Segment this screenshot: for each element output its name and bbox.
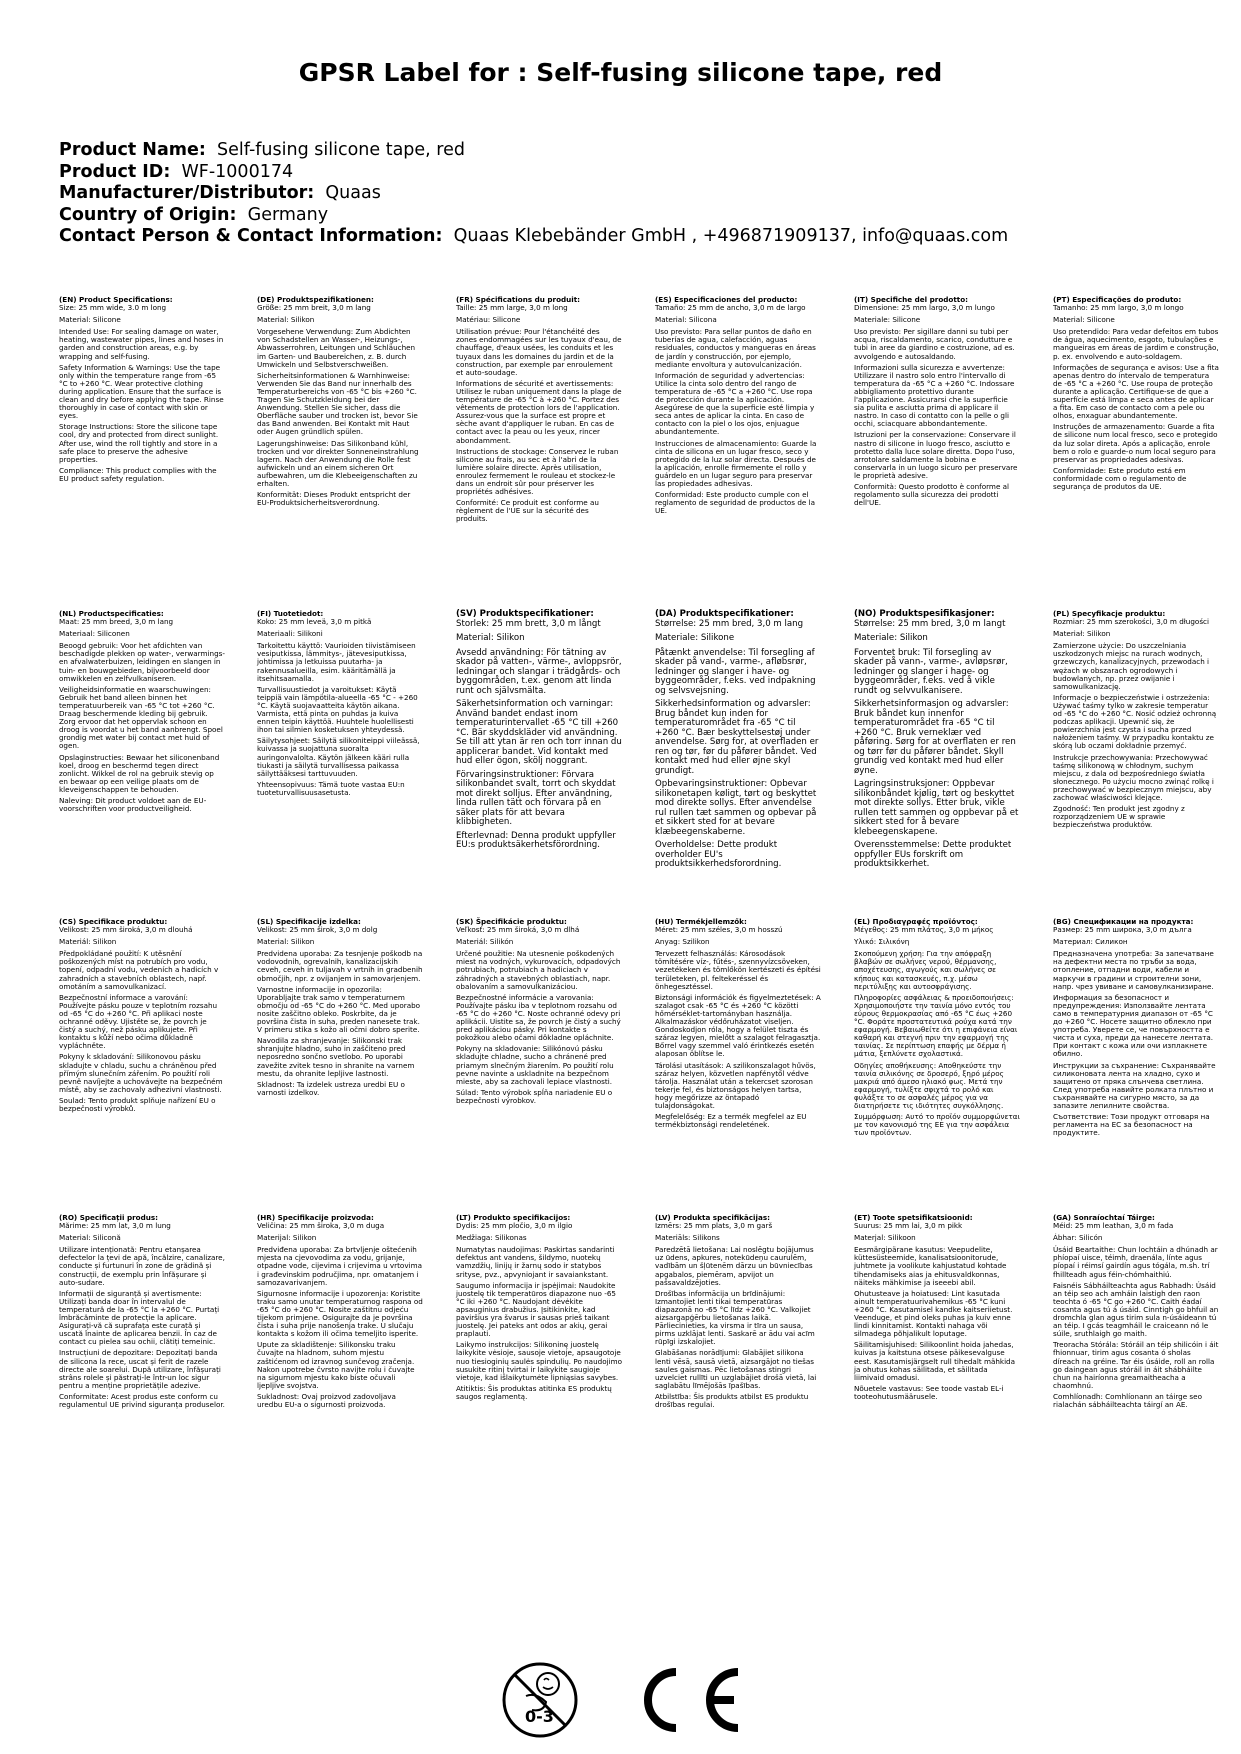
- product-id-value: WF-1000174: [181, 161, 294, 182]
- block-paragraph: Informations de sécurité et avertissements: Utilisez le ruban uniquement dans la plage de température de -65 °C à +260 °C. Portez des vêtements de protection lors de l'application. Assurez-vous que la surface est propre et sèche avant d'appliquer le ruban. En cas de contact avec la peau ou les yeux, rincer abondamment.: [456, 378, 622, 445]
- origin-value: Germany: [247, 204, 329, 225]
- block-material: Material: Silicona: [655, 315, 717, 325]
- language-block: [59, 1214, 225, 1412]
- block-paragraph: Opbevaringsinstruktioner: Opbevar silikonetapen køligt, tørt og beskyttet mod direkte sollys. Efter anvendelse rul rullen tæt sammen og opbevar på et sikkert sted for at bevare klæbeegenskaberne.: [655, 779, 817, 837]
- block-size: Dydis: 25 mm pločio, 3,0 m ilgio: [456, 1221, 573, 1231]
- block-paragraph: Biztonsági információk és figyelmeztetések: A szalagot csak -65 °C és +260 °C közötti hőmérséklet-tartományban használja. Alkalmazáskor védőruházatot viseljen. Gondoskodjon róla, hogy a felület tiszta és száraz legyen, mielőtt a szalagot felragasztja. Bőrrel vagy szemmel való érintkezés esetén alaposan öblítse le.: [655, 992, 821, 1059]
- block-paragraph: Tárolási utasítások: A szilikonszalagot hűvös, száraz helyen, közvetlen napfénytől védve tárolja. Használat után a tekercset szorosan tekerje fel, és biztonságos helyen tartsa, hogy megőrizze az öntapadó tulajdonságokat.: [655, 1060, 816, 1110]
- language-block: [1053, 1214, 1219, 1412]
- block-paragraph: Zgodność: Ten produkt jest zgodny z rozporządzeniem UE w sprawie bezpieczeństwa produktów.: [1053, 804, 1185, 830]
- block-heading: (PL) Specyfikacje produktu:: [1053, 609, 1166, 618]
- block-heading: (GA) Sonraíochtaí Táirge:: [1053, 1213, 1155, 1222]
- block-paragraph: Predviđena uporaba: Za brtvljenje oštećenih mjesta na cjevovodima za vodu, grijanje, otpadne vode, cijevima i crijevima u vrtovima i građevinskim područjima, npr. omatanjem i samozavarivanjem.: [257, 1245, 422, 1287]
- block-heading: (EL) Προδιαγραφές προϊόντος:: [854, 917, 978, 926]
- block-size: Izmērs: 25 mm plats, 3,0 m garš: [655, 1221, 773, 1231]
- block-heading: (HR) Specifikacije proizvoda:: [257, 1213, 374, 1222]
- block-material: Material: Siliconă: [59, 1233, 121, 1243]
- block-size: Μέγεθος: 25 mm πλάτος, 3,0 m μήκος: [854, 925, 994, 935]
- block-paragraph: Informazioni sulla sicurezza e avvertenze: Utilizzare il nastro solo entro l'intervallo di temperatura da -65 °C a +260 °C. Indossare abbigliamento protettivo durante l'applicazione. Assicurarsi che la superficie sia pulita e asciutta prima di applicare il nastro. In caso di contatto con la pelle o gli occhi, sciacquare abbondantemente.: [854, 362, 1015, 429]
- block-heading: (NL) Productspecificaties:: [59, 609, 164, 618]
- block-material: Matériau: Silicone: [456, 315, 521, 325]
- block-material: Material: Silikon: [257, 315, 315, 325]
- language-block: [655, 296, 821, 518]
- block-material: Materiale: Silicone: [854, 315, 921, 325]
- language-block: [854, 1214, 1020, 1404]
- block-paragraph: Předpokládané použití: K utěsnění poškozených míst na potrubích pro vodu, topení, odpadní vodu, vedeních a hadicích v zahradních a stavebních oblastech, např. omotáním a samovulkanizací.: [59, 949, 219, 991]
- block-heading: (SK) Špecifikácie produktu:: [456, 917, 567, 926]
- language-block: [456, 1214, 622, 1404]
- block-size: Rozmiar: 25 mm szerokości, 3,0 m długości: [1053, 617, 1210, 627]
- block-heading: (ET) Toote spetsifikatsioonid:: [854, 1213, 973, 1222]
- block-paragraph: Atitiktis: Šis produktas atitinka ES produktų saugos reglamentą.: [456, 1383, 612, 1401]
- block-size: Dimensione: 25 mm largo, 3,0 m lungo: [854, 303, 995, 313]
- block-paragraph: Laikymo instrukcijos: Silikoninę juostelę laikykite vėsioje, sausoje vietoje, apsaugotoje nuo tiesioginių saulės spindulių. Po naudojimo susukite ritinį tvirtai ir laikykite saugioje vietoje, kad išlaikytumėte lipniąsias savybes.: [456, 1340, 622, 1382]
- block-material: Материал: Силикон: [1053, 937, 1128, 947]
- block-paragraph: Yhteensopivuus: Tämä tuote vastaa EU:n tuoteturvallisuusasetusta.: [257, 779, 405, 797]
- block-paragraph: Påtænkt anvendelse: Til forsegling af skader på vand-, varme-, afløbsrør, ledninger og slanger i have- og byggeområder, f.eks. ved indpakning og selvsvejsning.: [655, 647, 816, 696]
- block-paragraph: Πληροφορίες ασφάλειας & προειδοποιήσεις: Χρησιμοποιήστε την ταινία μόνο εντός του εύρους θερμοκρασίας από -65 °C έως +260 °C. Φοράτε προστατευτικά ρούχα κατά την εφαρμογή. Βεβαιωθείτε ότι η επιφάνεια είναι καθαρή και στεγνή πριν την εφαρμογή της ταινίας. Σε περίπτωση επαφής με δέρμα ή μάτια, ξεπλύνετε σχολαστικά.: [854, 992, 1018, 1059]
- block-paragraph: Informacje o bezpieczeństwie i ostrzeżenia: Używać taśmy tylko w zakresie temperatur od -65 °C do +260 °C. Nosić odzież ochronną podczas aplikacji. Upewnić się, że powierzchnia jest czysta i sucha przed nałożeniem taśmy. W przypadku kontaktu ze skórą lub oczami dokładnie przemyć.: [1053, 692, 1217, 751]
- block-paragraph: Storage Instructions: Store the silicone tape cool, dry and protected from direct sunlight. After use, wind the roll tightly and store in a safe place to preserve the adhesive properties.: [59, 422, 219, 464]
- block-paragraph: Treoracha Stórála: Stóráil an téip shilicóin i áit fhionnuar, tirim agus cosanta ó sholas díreach na gréine. Tar éis úsáide, roll an rolla go daingean agus stóráil in áit shábháilte chun na hairíonna greamaitheacha a chaomhnú.: [1053, 1340, 1219, 1390]
- block-size: Tamaño: 25 mm de ancho, 3,0 m de largo: [655, 303, 806, 313]
- block-size: Størrelse: 25 mm bred, 3,0 m langt: [854, 618, 1006, 629]
- block-paragraph: Lagringsinstruksjoner: Oppbevar silikonbåndet kjølig, tørt og beskyttet mot direkte sollys. Etter bruk, vikle rullen tett sammen og oppbevar på et sikkert sted for å bevare klebeegenskapene.: [854, 779, 1019, 837]
- product-name-value: Self-fusing silicone tape, red: [217, 140, 465, 160]
- block-size: Mărime: 25 mm lat, 3,0 m lung: [59, 1221, 171, 1231]
- block-paragraph: Información de seguridad y advertencias: Utilice la cinta solo dentro del rango de temperatura de -65 °C a +260 °C. Use ropa de protección durante la aplicación. Asegúrese de que la superficie esté limpia y seca antes de aplicar la cinta. En caso de contacto con la piel o los ojos, enjuague abundantemente.: [655, 370, 815, 437]
- block-paragraph: Úsáid Beartaithe: Chun lochtáin a dhúnadh ar phíopaí uisce, téimh, draenála, línte agus píopaí i réimsí gairdín agus tógála, m.sh. trí fhillteadh agus féin-chómhaithiú.: [1053, 1245, 1218, 1279]
- language-block: [1053, 918, 1219, 1140]
- block-size: Velikost: 25 mm širok, 3,0 m dolg: [257, 925, 378, 935]
- block-paragraph: Информация за безопасност и предупреждения: Използвайте лентата само в температурния диапазон от -65 °C до +260 °C. Носете защитно облекло при употреба. Уверете се, че повърхността е чиста и суха, преди да нанесете лентата. При контакт с кожа или очи изплакнете обилно.: [1053, 992, 1214, 1059]
- block-size: Größe: 25 mm breit, 3,0 m lang: [257, 303, 371, 313]
- origin-label: Country of Origin:: [59, 204, 237, 225]
- block-size: Размер: 25 mm широка, 3,0 m дълга: [1053, 925, 1192, 935]
- origin-row: [59, 205, 1008, 227]
- block-material: Material: Silicone: [1053, 315, 1115, 325]
- block-size: Veličina: 25 mm široka, 3,0 m duga: [257, 1221, 385, 1231]
- product-name-label: Product Name:: [59, 140, 206, 160]
- block-paragraph: Σκοπούμενη χρήση: Για την απόφραξη βλαβών σε σωλήνες νερού, θέρμανσης, αποχέτευσης, αγωγούς και σωλήνες σε κήπους και κατασκευές, π.χ. μέσω περιτύλιξης και αυτοσφράγισης.: [854, 949, 997, 991]
- block-material: Υλικό: Σιλικόνη: [854, 937, 910, 947]
- language-block: [456, 918, 622, 1108]
- product-name-row: [59, 140, 1008, 162]
- block-size: Velikost: 25 mm široká, 3,0 m dlouhá: [59, 925, 193, 935]
- block-material: Materiał: Silikon: [1053, 629, 1111, 639]
- block-heading: (FI) Tuotetiedot:: [257, 609, 324, 618]
- block-heading: (LV) Produkta specifikācijas:: [655, 1213, 770, 1222]
- block-paragraph: Uso previsto: Para sellar puntos de daño en tuberías de agua, calefacción, aguas residuales, conductos y mangueras en áreas de jardín y construcción, por ejemplo, mediante envoltura y autovulcanización.: [655, 327, 816, 369]
- block-paragraph: Съответствие: Този продукт отговаря на регламента на ЕС за безопасност на продуктите.: [1053, 1112, 1210, 1138]
- block-paragraph: Säkerhetsinformation och varningar: Använd bandet endast inom temperaturintervallet -65 °C till +260 °C. Bär skyddskläder vid användning. Se till att ytan är ren och torr innan du applicerar bandet. Vid kontakt med hud eller ögon, skölj noggrant.: [456, 699, 622, 766]
- block-heading: (SV) Produktspecifikationer:: [456, 609, 594, 619]
- block-material: Materiaali: Silikoni: [257, 629, 323, 639]
- block-paragraph: Navodila za shranjevanje: Silikonski trak shranjujte hladno, suho in zaščiteno pred neposredno sončno svetlobo. Po uporabi zavežite zvitek tesno in shranite na varnem mestu, da ohranite lepljive lastnosti.: [257, 1036, 415, 1078]
- language-block: [59, 296, 225, 486]
- block-heading: (BG) Спецификации на продукта:: [1053, 917, 1194, 926]
- block-paragraph: Ohutusteave ja hoiatused: Lint kasutada ainult temperatuurivahemikus -65 °C kuni +260 °C. Kasutamisel kandke kaitseriietust. Veenduge, et pind oleks puhas ja kuiv enne lindi kinnitamist. Kontakti nahaga või silmadega põhjalikult loputage.: [854, 1288, 1013, 1339]
- block-paragraph: Glabāšanas norādījumi: Glabājiet silikona lenti vēsā, sausā vietā, aizsargājot no tiešas saules gaismas. Pēc lietošanas stingri uzvelciet rullīti un uzglabājiet drošā vietā, lai saglabātu līmējošās īpašības.: [655, 1348, 817, 1390]
- block-size: Taille: 25 mm large, 3,0 m long: [456, 303, 568, 313]
- block-size: Tamanho: 25 mm largo, 3,0 m longo: [1053, 303, 1184, 313]
- block-paragraph: Conformitate: Acest produs este conform cu regulamentul UE privind siguranța produselor.: [59, 1391, 225, 1409]
- product-id-label: Product ID:: [59, 161, 171, 182]
- block-paragraph: Atbilstība: Šis produkts atbilst ES produktu drošības regulai.: [655, 1391, 809, 1409]
- block-paragraph: Veiligheidsinformatie en waarschuwingen: Gebruik het band alleen binnen het temperatuurbereik van -65 °C tot +260 °C. Draag beschermende kleding bij gebruik. Zorg ervoor dat het oppervlak schoon en droog is voordat u het band aanbrengt. Spoel grondig met water bij contact met huid of ogen.: [59, 684, 223, 751]
- block-paragraph: Forventet bruk: Til forsegling av skader på vann-, varme-, avløpsrør, ledninger og slanger i hage- og byggeområder, f.eks. ved å vikle rundt og selvvulkanisere.: [854, 647, 1008, 696]
- block-material: Materjal: Silikoon: [854, 1233, 916, 1243]
- block-size: Méret: 25 mm széles, 3,0 m hosszú: [655, 925, 783, 935]
- manufacturer-label: Manufacturer/Distributor:: [59, 183, 315, 203]
- age-warning-icon: [504, 1664, 576, 1736]
- block-size: Maat: 25 mm breed, 3,0 m lang: [59, 617, 174, 627]
- block-paragraph: Sikkerhedsinformation og advarsler: Brug båndet kun inden for temperaturområdet fra -65 °C til +260 °C. Bær beskyttelsestøj under anvendelse. Sørg for, at overfladen er ren og tør, før du påfører båndet. Ved kontakt med hud eller øjne skyl grundigt.: [655, 699, 819, 776]
- block-material: Ábhar: Silicón: [1053, 1233, 1103, 1243]
- block-paragraph: Faisnéis Sábháilteachta agus Rabhadh: Úsáid an téip seo ach amháin laistigh den raon teochta ó -65 °C go +260 °C. Caith éadaí cosanta agus tú á úsáid. Cinntigh go bhfuil an dromchla glan agus tirim sula n-úsáideann tú an téip. I gcás teagmháil le craiceann nó le súile, sruthlaigh go maith.: [1053, 1280, 1219, 1339]
- block-size: Veľkosť: 25 mm široká, 3,0 m dlhá: [456, 925, 580, 935]
- block-heading: (DE) Produktspezifikationen:: [257, 295, 374, 304]
- block-heading: (SL) Specifikacije izdelka:: [257, 917, 361, 926]
- block-paragraph: Overensstemmelse: Dette produktet oppfyller EUs forskrift om produktsikkerhet.: [854, 840, 1012, 869]
- block-paragraph: Οδηγίες αποθήκευσης: Αποθηκεύστε την ταινία σιλικόνης σε δροσερό, ξηρό μέρος μακριά από άμεσο ηλιακό φως. Μετά την εφαρμογή, τυλίξτε σφιχτά το ρολό και φυλάξτε το σε ασφαλές μέρος για να διατηρήσετε τις ιδιότητες συγκόλλησης.: [854, 1060, 1004, 1110]
- block-paragraph: Upute za skladištenje: Silikonsku traku čuvajte na hladnom, suhom mjestu zaštićenom od izravnog sunčevog zračenja. Nakon upotrebe čvrsto navijte rolu i čuvajte na sigurnom mjestu kako biste očuvali ljepljive svojstva.: [257, 1340, 415, 1390]
- block-paragraph: Conformidad: Este producto cumple con el reglamento de seguridad de productos de la UE.: [655, 490, 815, 516]
- block-material: Anyag: Szilikon: [655, 937, 710, 947]
- block-material: Materiale: Silikon: [854, 633, 928, 643]
- block-paragraph: Conformità: Questo prodotto è conforme al regolamento sulla sicurezza dei prodotti dell'UE.: [854, 481, 1010, 508]
- block-paragraph: Sikkerhetsinformasjon og advarsler: Bruk båndet kun innenfor temperaturområdet fra -65 °C til +260 °C. Bruk verneklær ved påføring. Sørg for at overflaten er ren og tørr før du påfører båndet. Skyll grundig ved kontakt med hud eller øyne.: [854, 699, 1016, 776]
- block-paragraph: Predvidena uporaba: Za tesnjenje poškodb na vodovodnih, ogrevalnih, kanalizacijskih ceveh, ceveh in tuljavah v vrtnih in gradbenih območjih, npr. z ovijanjem in samovarjenjem.: [257, 949, 423, 983]
- block-paragraph: Istruzioni per la conservazione: Conservare il nastro di silicone in luogo fresco, asciutto e protetto dalla luce solare diretta. Dopo l'uso, arrotolare saldamente la bobina e conservarla in un luogo sicuro per preservare le proprietà adesive.: [854, 430, 1018, 480]
- block-material: Material: Silikon: [257, 937, 315, 947]
- block-material: Material: Silikon: [456, 633, 525, 643]
- block-paragraph: Instrucciones de almacenamiento: Guarde la cinta de silicona en un lugar fresco, seco y protegido de la luz solar directa. Después de la aplicación, enrolle firmemente el rollo y guárdelo en un lugar seguro para preservar las propiedades adhesivas.: [655, 438, 817, 488]
- block-paragraph: Intended Use: For sealing damage on water, heating, wastewater pipes, lines and hoses in garden and construction areas, e.g. by wrapping and self-fusing.: [59, 327, 224, 361]
- language-block: [854, 296, 1020, 510]
- block-paragraph: Beoogd gebruik: Voor het afdichten van beschadigde plekken op water-, verwarmings- en afvalwaterbuizen, leidingen en slangen in tuin- en bouwgebieden, bijvoorbeeld door omwikkelen en zelfvulkaniseren.: [59, 641, 225, 683]
- block-heading: (EN) Product Specifications:: [59, 295, 173, 304]
- block-paragraph: Informații de siguranță și avertismente: Utilizați banda doar în intervalul de temperatură de la -65 °C la +260 °C. Purtați îmbrăcăminte de protecție la aplicare. Asigurați-vă că suprafața este curată și uscată înainte de aplicarea benzii. În caz de contact cu pielea sau ochii, clătiți temeinic.: [59, 1288, 220, 1347]
- product-info: [59, 140, 1008, 248]
- block-paragraph: Uso pretendido: Para vedar defeitos em tubos de água, aquecimento, esgoto, tubulações e mangueiras em áreas de jardim e construção, p. ex. envolvendo e auto-soldagem.: [1053, 327, 1219, 361]
- block-paragraph: Sukladnost: Ovaj proizvod zadovoljava uredbu EU-a o sigurnosti proizvoda.: [257, 1391, 396, 1409]
- block-size: Size: 25 mm wide, 3.0 m long: [59, 303, 167, 313]
- block-paragraph: Efterlevnad: Denna produkt uppfyller EU:s produktsäkerhetsförordning.: [456, 830, 616, 850]
- block-paragraph: Conformidade: Este produto está em conformidade com o regulamento de segurança de produtos da UE.: [1053, 465, 1187, 491]
- block-paragraph: Tarkoitettu käyttö: Vaurioiden tiivistämiseen vesiputkissa, lämmitys-, jätevesiputkissa, johtimissa ja letkuissa puutarha- ja rakennusalueilla, esim. kääritämällä ja itsehitsaamalla.: [257, 641, 416, 683]
- block-paragraph: Bezpečnostné informácie a varovania: Používajte pásku iba v teplotnom rozsahu od -65 °C do +260 °C. Noste ochranné odevy pri aplikácii. Uistite sa, že povrch je čistý a suchý pred aplikáciou pásky. Pri kontakte s pokožkou alebo očami dôkladne opláchnite.: [456, 992, 621, 1043]
- block-paragraph: Numatytas naudojimas: Paskirtas sandarinti defektus ant vandens, šildymo, nuotekų vamzdžių, linijų ir žarnų sodo ir statybos srityse, pvz., apvyniojant ir savaiankstant.: [456, 1245, 615, 1279]
- block-paragraph: Förvaringsinstruktioner: Förvara silikonbandet svalt, torrt och skyddat mot direkt solljus. Efter användning, linda rullen tätt och förvara på en säker plats för att bevara klibbigheten.: [456, 769, 616, 827]
- block-paragraph: Lagerungshinweise: Das Silikonband kühl, trocken und vor direkter Sonneneinstrahlung lagern. Nach der Anwendung die Rolle fest aufwickeln und an einem sicheren Ort aufbewahren, um die Klebeeigenschaften zu erhalten.: [257, 438, 419, 488]
- block-paragraph: Varnostne informacije in opozorila: Uporabljajte trak samo v temperaturnem območju od -65 °C do +260 °C. Med uporabo nosite zaščitno obleko. Poskrbite, da je površina čista in suha, preden nanesete trak. V primeru stika s kožo ali očmi dobro sperite.: [257, 984, 421, 1035]
- block-size: Suurus: 25 mm lai, 3,0 m pikk: [854, 1221, 963, 1231]
- block-paragraph: Overholdelse: Dette produkt overholder EU's produktsikkerhedsforordning.: [655, 840, 782, 869]
- block-paragraph: Säilitamisjuhised: Silikoonlint hoida jahedas, kuivas ja kaitstuna otsese päikesevalguse eest. Kasutamisjärgselt rull tihedalt mähkida ja ohutus kohas säilitada, et säilitada liimivaid omadusi.: [854, 1340, 1016, 1382]
- contact-label: Contact Person & Contact Information:: [59, 226, 443, 246]
- product-id-row: [59, 162, 1008, 184]
- block-paragraph: Utilisation prévue: Pour l'étanchéité des zones endommagées sur les tuyaux d'eau, de chauffage, d'eaux usées, les conduits et les tuyaux dans les domaines du jardin et de la construction, par exemple par enroulement et auto-soudage.: [456, 327, 622, 377]
- block-paragraph: Pokyny k skladování: Silikonovou pásku skladujte v chladu, suchu a chráněnou před přímým slunečním zářením. Po použití roli pevně navíjejte a uchovávejte na bezpečném místě, aby se zachovaly adhezivní vlastnosti.: [59, 1052, 223, 1094]
- manufacturer-row: [59, 183, 1008, 205]
- language-block: [257, 1214, 423, 1412]
- block-paragraph: Sigurnosne informacije i upozorenja: Koristite traku samo unutar temperaturnog raspona od -65 °C do +260 °C. Nosite zaštitnu odjeću tijekom primjene. Osigurajte da je površina čista i suha prije nanošenja trake. U slučaju kontakta s kožom ili očima temeljito isperite.: [257, 1288, 423, 1339]
- block-material: Medžiaga: Silikonas: [456, 1233, 527, 1243]
- block-paragraph: Skladnost: Ta izdelek ustreza uredbi EU o varnosti izdelkov.: [257, 1079, 405, 1097]
- manufacturer-value: Quaas: [325, 183, 381, 203]
- block-paragraph: Pokyny na skladovanie: Silikónovú pásku skladujte chladne, sucho a chránené pred priamym slnečným žiarením. Po použití rolu pevne navinte a uskladnite na bezpečnom mieste, aby sa zachovali lepiace vlastnosti.: [456, 1044, 614, 1086]
- block-paragraph: Megfelelőség: Ez a termék megfelel az EU termékbiztonsági rendeletének.: [655, 1112, 807, 1130]
- block-paragraph: Saugumo informacija ir įspėjimai: Naudokite juostelę tik temperatūros diapazone nuo -65 °C iki +260 °C. Naudojant dėvėkite apsauginius drabužius. Įsitikinkite, kad paviršius yra švarus ir sausas prieš taikant juostelę. Jei pateks ant odos ar akių, gerai praplauti.: [456, 1280, 616, 1339]
- ce-mark-icon: [648, 1672, 738, 1728]
- block-paragraph: Zamierzone użycie: Do uszczelniania uszkodzonych miejsc na rurach wodnych, grzewczych, kanalizacyjnych, przewodach i wężach w obszarach ogrodowych i budowlanych, np. przez owijanie i samowulkanizację.: [1053, 641, 1210, 691]
- language-block: [655, 1214, 821, 1412]
- language-block: [655, 918, 821, 1132]
- block-paragraph: Eesmärgipärane kasutus: Veepudelite, küttesüsteemide, kanalisatsioonitorude, juhtmete ja voolikute kahjustatud kohtade tihendamiseks aias ja ehitusvaldkonnas, näiteks mähkimise ja iseeebi abil.: [854, 1245, 1007, 1287]
- block-paragraph: Compliance: This product complies with the EU product safety regulation.: [59, 465, 217, 483]
- block-paragraph: Sicherheitsinformationen & Warnhinweise: Verwenden Sie das Band nur innerhalb des Temperaturbereichs von -65 °C bis +260 °C. Tragen Sie Schutzkleidung bei der Anwendung. Stellen Sie sicher, dass die Oberfläche sauber und trocken ist, bevor Sie das Band anwenden. Bei Kontakt mit Haut oder Augen gründlich spülen.: [257, 370, 418, 437]
- block-material: Materiāls: Silikons: [655, 1233, 720, 1243]
- block-material: Materiaal: Siliconen: [59, 629, 130, 639]
- block-paragraph: Drošības informācija un brīdinājumi: Izmantojiet lenti tikai temperatūras diapazonā no -65 °C līdz +260 °C. Valkojiet aizsargapģērbu lietošanas laikā. Pārliecinieties, ka virsma ir tīra un sausa, pirms uzklājat lenti. Saskarē ar ādu vai acīm rūpīgi izskalojiet.: [655, 1288, 815, 1347]
- block-paragraph: Instrukcje przechowywania: Przechowywać taśmę silikonową w chłodnym, suchym miejscu, z dala od bezpośredniego światła słonecznego. Po użyciu mocno zwinąć rolkę i przechowywać w bezpiecznym miejscu, aby zachować właściwości klejące.: [1053, 752, 1214, 802]
- block-heading: (LT) Produkto specifikacijos:: [456, 1213, 571, 1222]
- block-paragraph: Instruções de armazenamento: Guarde a fita de silicone num local fresco, seco e protegido da luz solar direta. Após a aplicação, enrole bem o rolo e guarde-o num local seguro para preservar as propriedades adesivas.: [1053, 422, 1218, 464]
- contact-value: Quaas Klebebänder GmbH , +496871909137, info@quaas.com: [453, 226, 1009, 246]
- block-paragraph: Utilizare intenționată: Pentru etanșarea defectelor la țevi de apă, încălzire, canalizare, conducte și furtunuri în zone de grădină și construcții, de exemplu prin înfășurare și auto-sudare.: [59, 1245, 225, 1287]
- block-paragraph: Paredzētā lietošana: Lai noslēgtu bojājumus uz ūdens, apkures, notekūdeņu caurulēm, vadībām un šļūtenēm dārzu un būvniecības apgabalos, piemēram, apvijot un pašsavaldzējoties.: [655, 1245, 814, 1287]
- block-heading: (ES) Especificaciones del producto:: [655, 295, 798, 304]
- block-heading: (FR) Spécifications du produit:: [456, 295, 581, 304]
- block-paragraph: Soulad: Tento produkt splňuje nařízení EU o bezpečnosti výrobků.: [59, 1095, 216, 1113]
- block-size: Storlek: 25 mm brett, 3,0 m långt: [456, 618, 601, 629]
- block-heading: (NO) Produktspesifikasjoner:: [854, 609, 995, 619]
- language-block: [1053, 610, 1219, 832]
- block-paragraph: Safety Information & Warnings: Use the tape only within the temperature range from -65 °C to +260 °C. Wear protective clothing during application. Ensure that the surface is clean and dry before applying the tape. Rinse thoroughly in case of contact with skin or eyes.: [59, 362, 224, 421]
- block-paragraph: Συμμόρφωση: Αυτό το προϊόν συμμορφώνεται με τον κανονισμό της ΕΕ για την ασφάλεια των προϊόντων.: [854, 1112, 1020, 1138]
- block-paragraph: Opslaginstructies: Bewaar het siliconenband koel, droog en beschermd tegen direct zonlicht. Wikkel de rol na gebruik stevig op en bewaar op een veilige plaats om de kleveigenschappen te behouden.: [59, 752, 220, 794]
- block-paragraph: Uso previsto: Per sigillare danni su tubi per acqua, riscaldamento, scarico, condutture e tubi in aree da giardino e costruzione, ad es. avvolgendo e autosaldando.: [854, 327, 1015, 361]
- block-material: Materijal: Silikon: [257, 1233, 317, 1243]
- block-paragraph: Informações de segurança e avisos: Use a fita apenas dentro do intervalo de temperatura de -65 °C a +260 °C. Use roupa de proteção durante a aplicação. Certifique-se de que a superfície está limpa e seca antes de aplicar a fita. Em caso de contacto com a pele ou olhos, enxaguar abundantemente.: [1053, 362, 1219, 421]
- block-paragraph: Instructions de stockage: Conservez le ruban silicone au frais, au sec et à l'abri de la lumière solaire directe. Après utilisation, enroulez fermement le rouleau et stockez-le dans un endroit sûr pour préserver les propriétés adhésives.: [456, 446, 619, 497]
- language-block: [257, 296, 423, 510]
- block-paragraph: Instrucțiuni de depozitare: Depozitați banda de silicona la rece, uscat și ferit de razele directe ale soarelui. După utilizare, înfășurați strâns rolele și păstrați-le într-un loc sigur pentru a menține proprietățile adezive.: [59, 1348, 221, 1390]
- language-block: [456, 610, 622, 855]
- language-block: [456, 296, 622, 526]
- language-block: [1053, 296, 1219, 494]
- block-paragraph: Nõuetele vastavus: See toode vastab EL-i tooteohutusmäärusele.: [854, 1383, 1004, 1401]
- block-paragraph: Conformité: Ce produit est conforme au règlement de l'UE sur la sécurité des produits.: [456, 498, 599, 524]
- block-paragraph: Naleving: Dit product voldoet aan de EU-voorschriften voor productveiligheid.: [59, 795, 207, 814]
- safety-icons: [500, 1660, 760, 1740]
- block-size: Størrelse: 25 mm bred, 3,0 m lang: [655, 618, 804, 629]
- block-paragraph: Säilytysohjeet: Säilytä silikoniteippi viileässä, kuivassa ja suojattuna suoralta auringonvalolta. Käytön jälkeen kääri rulla tiukasti ja säilytä turvallisessa paikassa säilyttääksesi tarttuvuuden.: [257, 736, 420, 778]
- block-paragraph: Konformität: Dieses Produkt entspricht der EU-Produktsicherheitsverordnung.: [257, 490, 411, 508]
- language-block: [257, 610, 423, 800]
- block-size: Méid: 25 mm leathan, 3,0 m fada: [1053, 1221, 1174, 1231]
- block-size: Koko: 25 mm leveä, 3,0 m pitkä: [257, 617, 372, 627]
- block-material: Materiál: Silikon: [59, 937, 117, 947]
- block-heading: (PT) Especificações do produto:: [1053, 295, 1182, 304]
- block-heading: (RO) Specificații produs:: [59, 1213, 158, 1222]
- block-paragraph: Vorgesehene Verwendung: Zum Abdichten von Schadstellen an Wasser-, Heizungs-, Abwasserrohren, Leitungen und Schläuchen im Garten- und Baubereichen, z. B. durch Umwickeln und Selbstverschweißen.: [257, 327, 416, 369]
- language-block: [59, 610, 225, 816]
- language-block: [854, 610, 1020, 874]
- block-paragraph: Určené použitie: Na utesnenie poškodených miest na vodných, vykurovacích, odpadových potrubiach, potrubiach a hadiciach v záhradných a stavebných oblastiach, napr. obalovaním a samovulkanizáciou.: [456, 949, 621, 991]
- language-block: [257, 918, 423, 1100]
- block-material: Materiale: Silikone: [655, 633, 735, 643]
- block-paragraph: Comhlíonadh: Comhlíonann an táirge seo rialachán sábháilteachta táirgí an AE.: [1053, 1391, 1202, 1409]
- contact-row: [59, 226, 1008, 248]
- block-paragraph: Turvallisuustiedot ja varoitukset: Käytä teippiä vain lämpötila-alueella -65 °C - +260 °C. Käytä suojavaatteita käytön aikana. Varmista, että pinta on puhdas ja kuiva ennen teipin käyttöä. Huuhtele huolellisesti ihon tai silmien kosketuksen yhteydessä.: [257, 684, 418, 735]
- block-paragraph: Tervezett felhasználás: Károsodások tömítésére víz-, fűtés-, szennyvízcsöveken, vezetékeken és tömlőkön kertészeti és építési területeken, pl. feltekeréssel és önhegesztéssel.: [655, 949, 821, 991]
- block-paragraph: Инструкции за съхранение: Съхранявайте силиконовата лента на хладно, сухо и защитено от пряка слънчева светлина. След употреба навийте ролката плътно и съхранявайте на сигурно място, за да запазите лепилните свойства.: [1053, 1060, 1216, 1110]
- block-heading: (CS) Specifikace produktu:: [59, 917, 168, 926]
- block-paragraph: Bezpečnostní informace a varování: Používejte pásku pouze v teplotním rozsahu od -65 °C do +260 °C. Při aplikaci noste ochranné oděvy. Ujistěte se, že povrch je čistý a suchý, než pásku aplikujete. Při kontaktu s kůží nebo očima důkladně vypláchněte.: [59, 992, 218, 1051]
- block-material: Materiál: Silikón: [456, 937, 514, 947]
- block-material: Material: Silicone: [59, 315, 121, 325]
- language-block: [655, 610, 821, 874]
- language-block: [854, 918, 1020, 1140]
- block-heading: (DA) Produktspecifikationer:: [655, 609, 794, 619]
- block-paragraph: Avsedd användning: För tätning av skador på vatten-, värme-, avloppsrör, ledningar och slangar i trädgårds- och byggområden, t.ex. genom att linda runt och självsmälta.: [456, 647, 622, 696]
- block-paragraph: Предназначена употреба: За запечатване на дефектни места по тръби за вода, отопление, отпадни води, кабели и маркучи в градини и строителни зони, напр. чрез увиване и самовулканизиране.: [1053, 949, 1214, 991]
- block-heading: (HU) Termékjellemzők:: [655, 917, 747, 926]
- age-label: 0-3: [525, 1707, 554, 1726]
- block-paragraph: Súlad: Tento výrobok spĺňa nariadenie EU o bezpečnosti výrobkov.: [456, 1087, 613, 1105]
- page-title: GPSR Label for : Self-fusing silicone tape, red: [298, 58, 943, 87]
- block-heading: (IT) Specifiche del prodotto:: [854, 295, 969, 304]
- language-block: [59, 918, 225, 1116]
